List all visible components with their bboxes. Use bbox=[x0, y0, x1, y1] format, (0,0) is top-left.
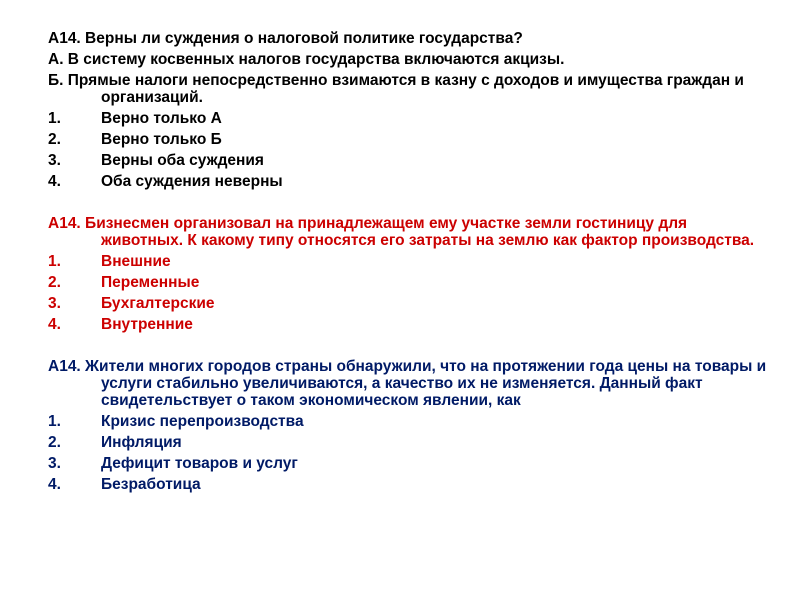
option-text: Оба суждения неверны bbox=[101, 173, 283, 190]
answer-option-1 bbox=[48, 253, 768, 270]
option-text: Инфляция bbox=[101, 434, 182, 451]
statement-b: Б. Прямые налоги непосредственно взимаются в казну с доходов и имущества граждан и организаций. bbox=[48, 72, 744, 106]
answer-option-4 bbox=[48, 173, 768, 190]
answer-option-2 bbox=[48, 434, 768, 451]
option-text: Внешние bbox=[101, 253, 171, 270]
answer-option-1 bbox=[48, 413, 768, 430]
option-text: Верно только А bbox=[101, 110, 222, 127]
option-number: 3. bbox=[48, 295, 61, 312]
answer-option-2 bbox=[48, 131, 768, 148]
answer-option-3 bbox=[48, 152, 768, 169]
option-text: Кризис перепроизводства bbox=[101, 413, 304, 430]
question-block-land-costs bbox=[48, 215, 768, 333]
option-text: Верно только Б bbox=[101, 131, 222, 148]
option-number: 4. bbox=[48, 173, 61, 190]
question-text: А14. Жители многих городов страны обнаружили, что на протяжении года цены на товары и услуги стабильно увеличиваются, а качество их не изменяется. Данный факт свидетельствует о таком экономическом явлении, как bbox=[48, 358, 767, 409]
question-text: А14. Бизнесмен организовал на принадлежащем ему участке земли гостиницу для животных. К какому типу относятся его затраты на землю как фактор производства. bbox=[48, 215, 755, 249]
option-text: Внутренние bbox=[101, 316, 193, 333]
option-text: Безработица bbox=[101, 476, 201, 493]
option-text: Верны оба суждения bbox=[101, 152, 264, 169]
slide-content bbox=[48, 30, 768, 493]
option-number: 2. bbox=[48, 131, 61, 148]
question-block-tax-policy bbox=[48, 30, 768, 190]
option-number: 4. bbox=[48, 476, 61, 493]
option-number: 2. bbox=[48, 274, 61, 291]
option-number: 4. bbox=[48, 316, 61, 333]
statement-a: А. В систему косвенных налогов государства включаются акцизы. bbox=[48, 51, 565, 68]
answer-option-2 bbox=[48, 274, 768, 291]
option-number: 1. bbox=[48, 253, 61, 270]
option-text: Бухгалтерские bbox=[101, 295, 215, 312]
answer-option-3 bbox=[48, 295, 768, 312]
answer-option-4 bbox=[48, 476, 768, 493]
answer-option-3 bbox=[48, 455, 768, 472]
question-block-inflation bbox=[48, 358, 768, 493]
answer-option-4 bbox=[48, 316, 768, 333]
option-text: Переменные bbox=[101, 274, 200, 291]
option-text: Дефицит товаров и услуг bbox=[101, 455, 298, 472]
option-number: 3. bbox=[48, 152, 61, 169]
option-number: 1. bbox=[48, 110, 61, 127]
answer-option-1 bbox=[48, 110, 768, 127]
option-number: 1. bbox=[48, 413, 61, 430]
question-text: А14. Верны ли суждения о налоговой политике государства? bbox=[48, 30, 523, 47]
option-number: 2. bbox=[48, 434, 61, 451]
option-number: 3. bbox=[48, 455, 61, 472]
